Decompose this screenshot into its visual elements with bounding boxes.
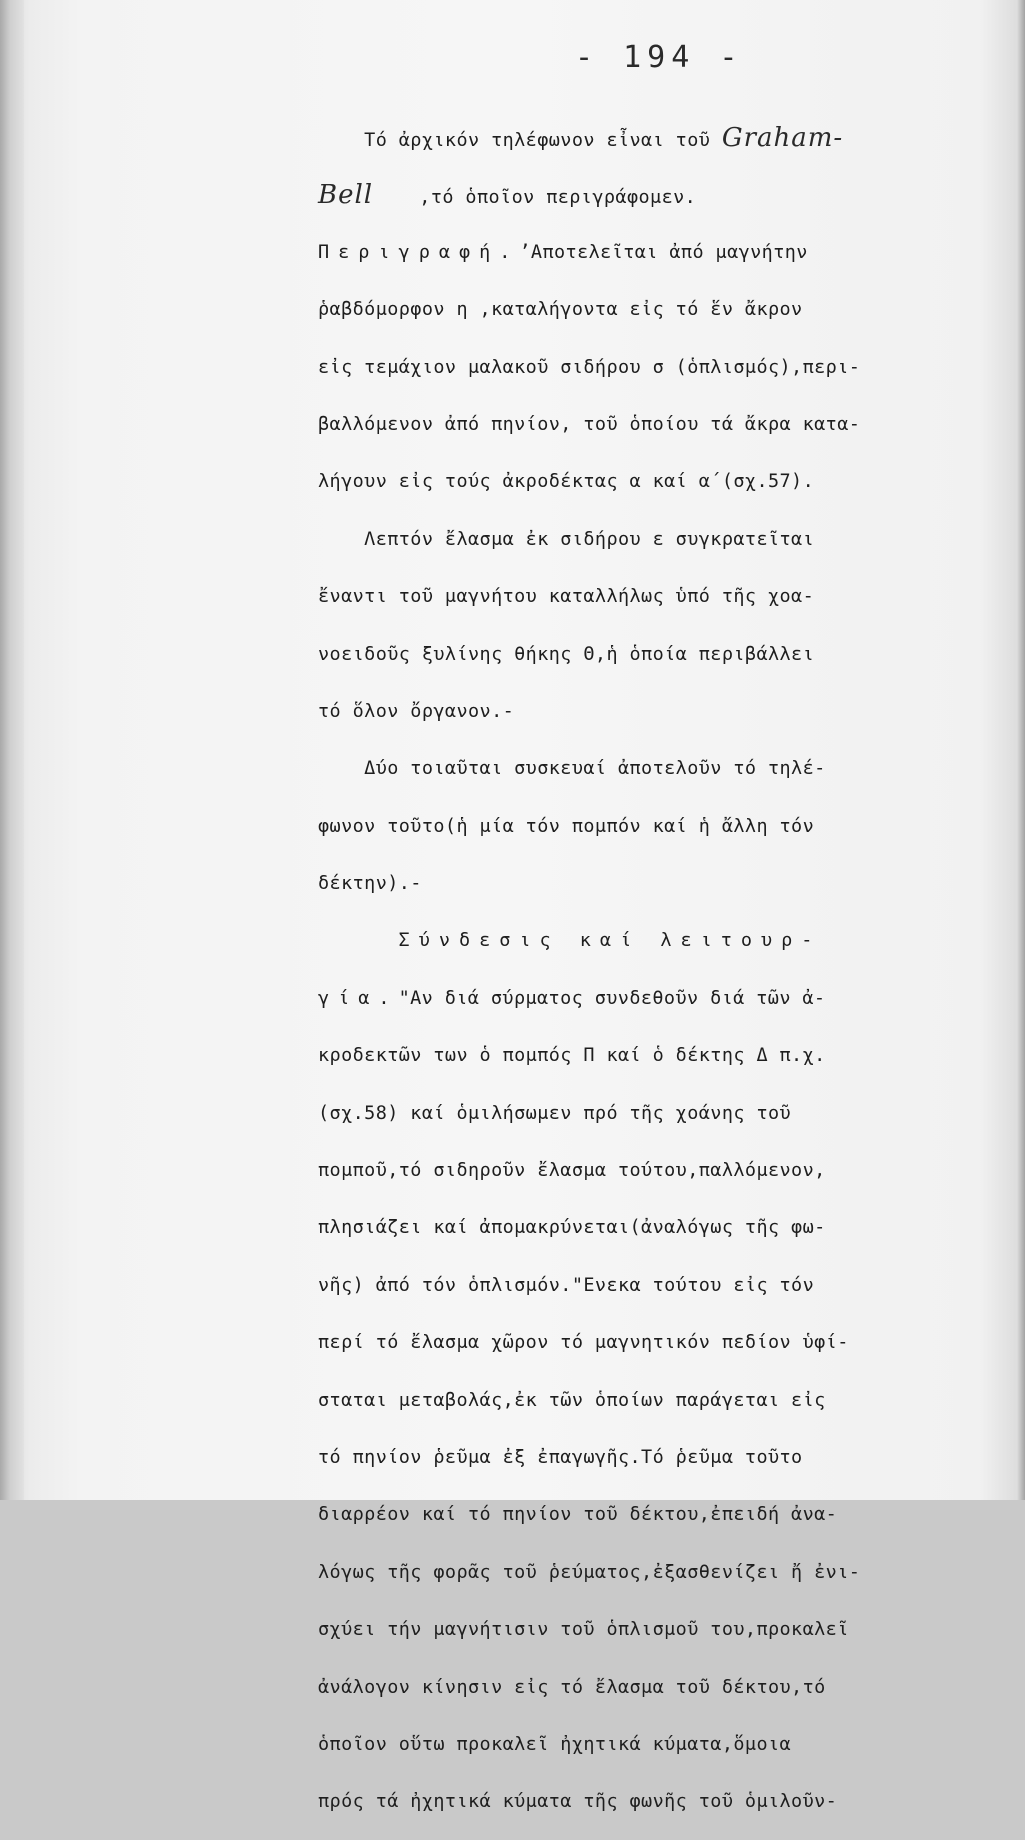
text-line-7: λήγουν εἰς τούς ἀκροδέκτας α καί α΄(σχ.57).	[318, 471, 815, 493]
text-line-10: νοειδοῦς ξυλίνης θήκης Θ,ἡ ὁποία περιβάλλει	[318, 643, 815, 665]
text-line-20: πλησιάζει καί ἀπομακρύνεται(ἀναλόγως τῆς φω-	[318, 1217, 826, 1239]
handwritten-word: Graham-	[721, 123, 844, 153]
text-line-24: τό πηνίον ῥεῦμα ἐξ ἐπαγωγῆς.Τό ῥεῦμα τοῦτο	[318, 1446, 803, 1468]
section-heading: Περιγραφή.	[318, 241, 520, 263]
text-line-16	[318, 979, 958, 1036]
text-line-2	[318, 175, 958, 232]
page-number: - 194 -	[575, 40, 744, 75]
line-text: ,τό ὁποῖον περιγράφομεν.	[373, 187, 697, 209]
text-line-22: περί τό ἔλασμα χῶρον τό μαγνητικόν πεδίον ὑφί-	[318, 1332, 849, 1354]
text-line-8: Λεπτόν ἔλασμα ἐκ σιδήρου ε συγκρατεῖται	[318, 528, 815, 550]
text-line-5: εἰς τεμάχιον μαλακοῦ σιδήρου σ (ὁπλισμός),περι-	[318, 356, 861, 378]
text-line-11: τό ὅλον ὄργανον.-	[318, 700, 515, 722]
line-text: Τό ἀρχικόν τηλέφωνον εἶναι τοῦ	[318, 130, 722, 151]
text-line-30: πρός τά ἠχητικά κύματα τῆς φωνῆς τοῦ ὁμιλοῦν-	[318, 1791, 838, 1813]
text-line-17: κροδεκτῶν των ὁ πομπός Π καί ὁ δέκτης Δ π.χ.	[318, 1045, 826, 1067]
text-line-26: λόγως τῆς φορᾶς τοῦ ῥεύματος,ἐξασθενίζει ἤ ἐνι-	[318, 1561, 861, 1583]
text-line-13: φωνον τοῦτο(ἡ μία τόν πομπόν καί ἡ ἄλλη τόν	[318, 815, 815, 837]
handwritten-word: Bell	[318, 180, 374, 211]
text-line-3	[318, 233, 958, 290]
text-line-18: (σχ.58) καί ὁμιλήσωμεν πρό τῆς χοάνης τοῦ	[318, 1102, 792, 1124]
text-line-27: σχύει τήν μαγνήτισιν τοῦ ὁπλισμοῦ του,προκαλεῖ	[318, 1619, 849, 1641]
text-line-15	[318, 921, 958, 978]
page-binding-edge	[0, 0, 24, 1500]
text-line-12: Δύο τοιαῦται συσκευαί ἀποτελοῦν τό τηλέ-	[318, 758, 826, 780]
text-line-9: ἔναντι τοῦ μαγνήτου καταλλήλως ὑπό τῆς χοα-	[318, 586, 815, 608]
text-line-6: βαλλόμενον ἀπό πηνίον, τοῦ ὁποίου τά ἄκρα κατα-	[318, 413, 861, 435]
text-line-14: δέκτην).-	[318, 873, 422, 895]
section-heading-continued: γία.	[318, 987, 399, 1009]
text-line-21: νῆς) ἀπό τόν ὁπλισμόν."Ενεκα τούτου εἰς τόν	[318, 1274, 815, 1296]
text-line-1	[318, 118, 958, 175]
line-text: "Αν διά σύρματος συνδεθοῦν διά τῶν ἀ-	[398, 987, 826, 1009]
text-line-28: ἀνάλογον κίνησιν εἰς τό ἔλασμα τοῦ δέκτου,τό	[318, 1676, 826, 1698]
page-right-edge	[1017, 0, 1025, 1500]
typed-text-block	[318, 118, 958, 1840]
text-line-25: διαρρέον καί τό πηνίον τοῦ δέκτου,ἐπειδή ἀνα-	[318, 1504, 838, 1526]
line-text: ’Αποτελεῖται ἀπό μαγνήτην	[519, 241, 808, 263]
text-line-23: σταται μεταβολάς,ἐκ τῶν ὁποίων παράγεται εἰς	[318, 1389, 826, 1411]
text-line-4: ῥαβδόμορφον η ,καταλήγοντα εἰς τό ἕν ἄκρον	[318, 299, 803, 321]
text-line-19: πομποῦ,τό σιδηροῦν ἔλασμα τούτου,παλλόμενον,	[318, 1160, 826, 1182]
section-heading: Σύνδεσις καί λειτουρ-	[318, 930, 822, 952]
text-line-29: ὁποῖον οὕτω προκαλεῖ ἠχητικά κύματα,ὅμοια	[318, 1733, 792, 1755]
